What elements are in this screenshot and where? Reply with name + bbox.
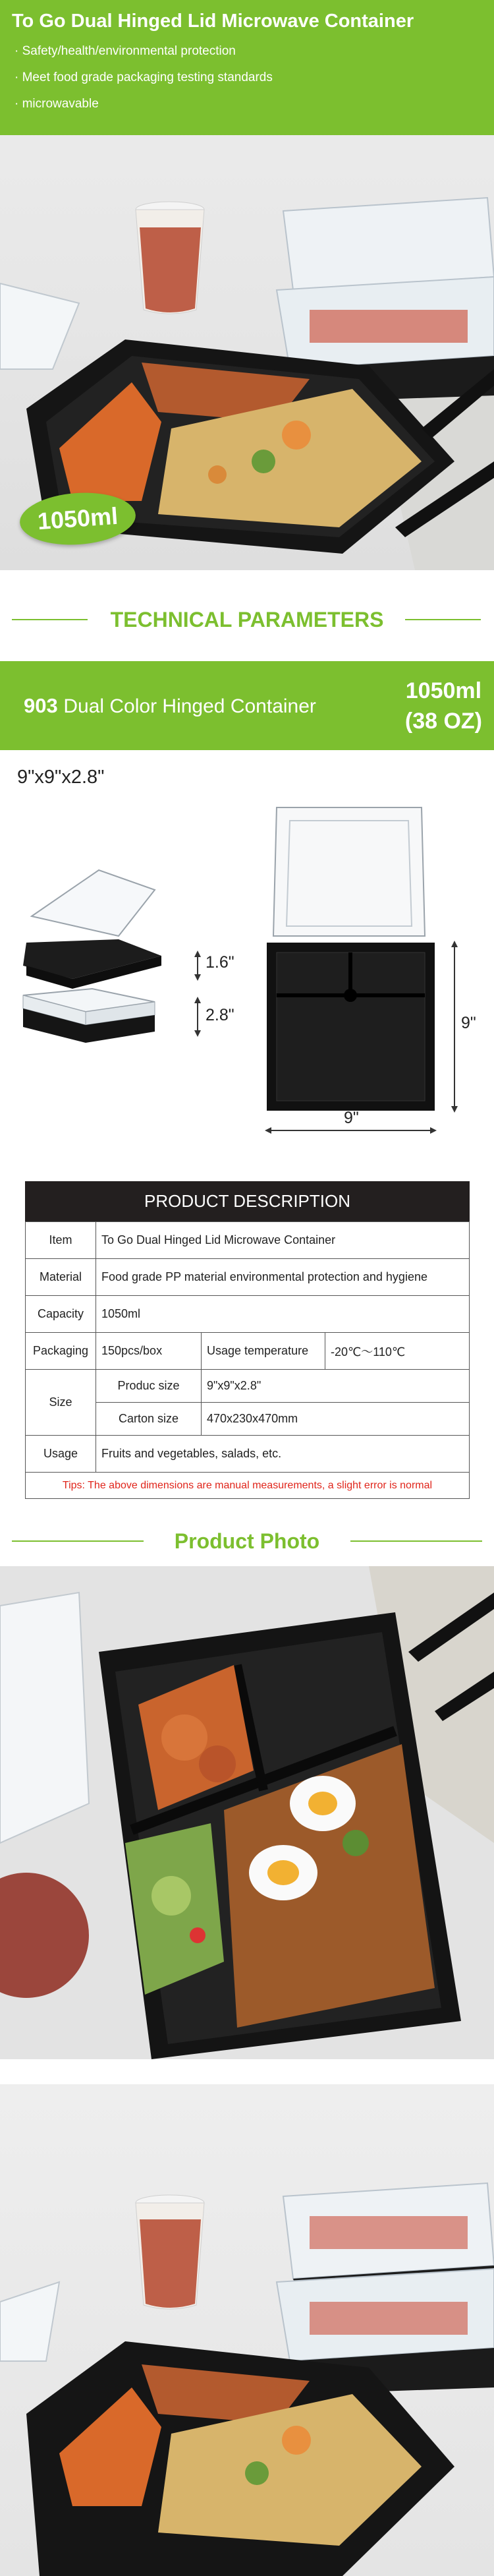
- stacked-containers-photo: [0, 2084, 494, 2576]
- product-photo-2: [0, 2084, 494, 2576]
- bottom-width-label: 9": [344, 1109, 359, 1127]
- carton-size-value: 470x230x470mm: [202, 1403, 470, 1436]
- hero-title: To Go Dual Hinged Lid Microwave Container: [12, 11, 414, 32]
- product-size-label: Produc size: [96, 1370, 202, 1403]
- feature-list: [14, 45, 273, 124]
- model-number: 903: [24, 694, 58, 717]
- product-description-header: PRODUCT DESCRIPTION: [25, 1181, 470, 1221]
- usage-label: Usage: [26, 1436, 96, 1473]
- table-row: [26, 1222, 470, 1259]
- capacity-ml: 1050ml: [405, 678, 482, 703]
- dimension-diagram: [0, 778, 494, 1160]
- feature-item: · Meet food grade packaging testing standards: [14, 71, 273, 98]
- model-name: Dual Color Hinged Container: [63, 695, 316, 717]
- food-container-photo: [0, 1566, 494, 2059]
- open-height-label: 2.8": [206, 1006, 234, 1024]
- capacity-badge: 1050ml: [18, 489, 137, 548]
- product-photo-1: [0, 1566, 494, 2059]
- container-drawings: [0, 778, 494, 1160]
- section-title: Product Photo: [174, 1529, 320, 1553]
- item-value: To Go Dual Hinged Lid Microwave Container: [96, 1222, 470, 1259]
- packaging-value: 150pcs/box: [96, 1333, 202, 1370]
- section-title: TECHNICAL PARAMETERS: [110, 608, 384, 631]
- hero-banner: [0, 0, 494, 570]
- feature-item: · microwavable: [14, 98, 273, 124]
- overall-dimensions: 9"x9"x2.8": [17, 767, 105, 788]
- size-label: Size: [26, 1370, 96, 1436]
- product-size-value: 9"x9"x2.8": [202, 1370, 470, 1403]
- product-photo-header: [0, 1527, 494, 1556]
- product-description-table: [25, 1221, 470, 1499]
- packaging-label: Packaging: [26, 1333, 96, 1370]
- table-row: [26, 1259, 470, 1296]
- carton-size-label: Carton size: [96, 1403, 202, 1436]
- usage-temperature-value: -20℃～110℃: [325, 1333, 470, 1370]
- model-bar: [0, 661, 494, 750]
- model-capacity: [405, 676, 482, 736]
- item-label: Item: [26, 1222, 96, 1259]
- model-title: [24, 694, 316, 718]
- table-row: [26, 1370, 470, 1403]
- table-row: [26, 1296, 470, 1333]
- closed-height-label: 1.6": [206, 953, 234, 972]
- side-length-label: 9": [461, 1014, 476, 1032]
- usage-value: Fruits and vegetables, salads, etc.: [96, 1436, 470, 1473]
- material-label: Material: [26, 1259, 96, 1296]
- usage-temperature-label: Usage temperature: [202, 1333, 325, 1370]
- technical-parameters-header: [0, 605, 494, 634]
- capacity-oz: (38 OZ): [404, 709, 482, 734]
- table-row: [26, 1333, 470, 1370]
- table-row: [26, 1436, 470, 1473]
- capacity-value: 1050ml: [96, 1296, 470, 1333]
- capacity-label: Capacity: [26, 1296, 96, 1333]
- tips-note: Tips: The above dimensions are manual measurements, a slight error is normal: [26, 1473, 470, 1499]
- table-row: [26, 1473, 470, 1499]
- material-value: Food grade PP material environmental protection and hygiene: [96, 1259, 470, 1296]
- feature-item: · Safety/health/environmental protection: [14, 45, 273, 71]
